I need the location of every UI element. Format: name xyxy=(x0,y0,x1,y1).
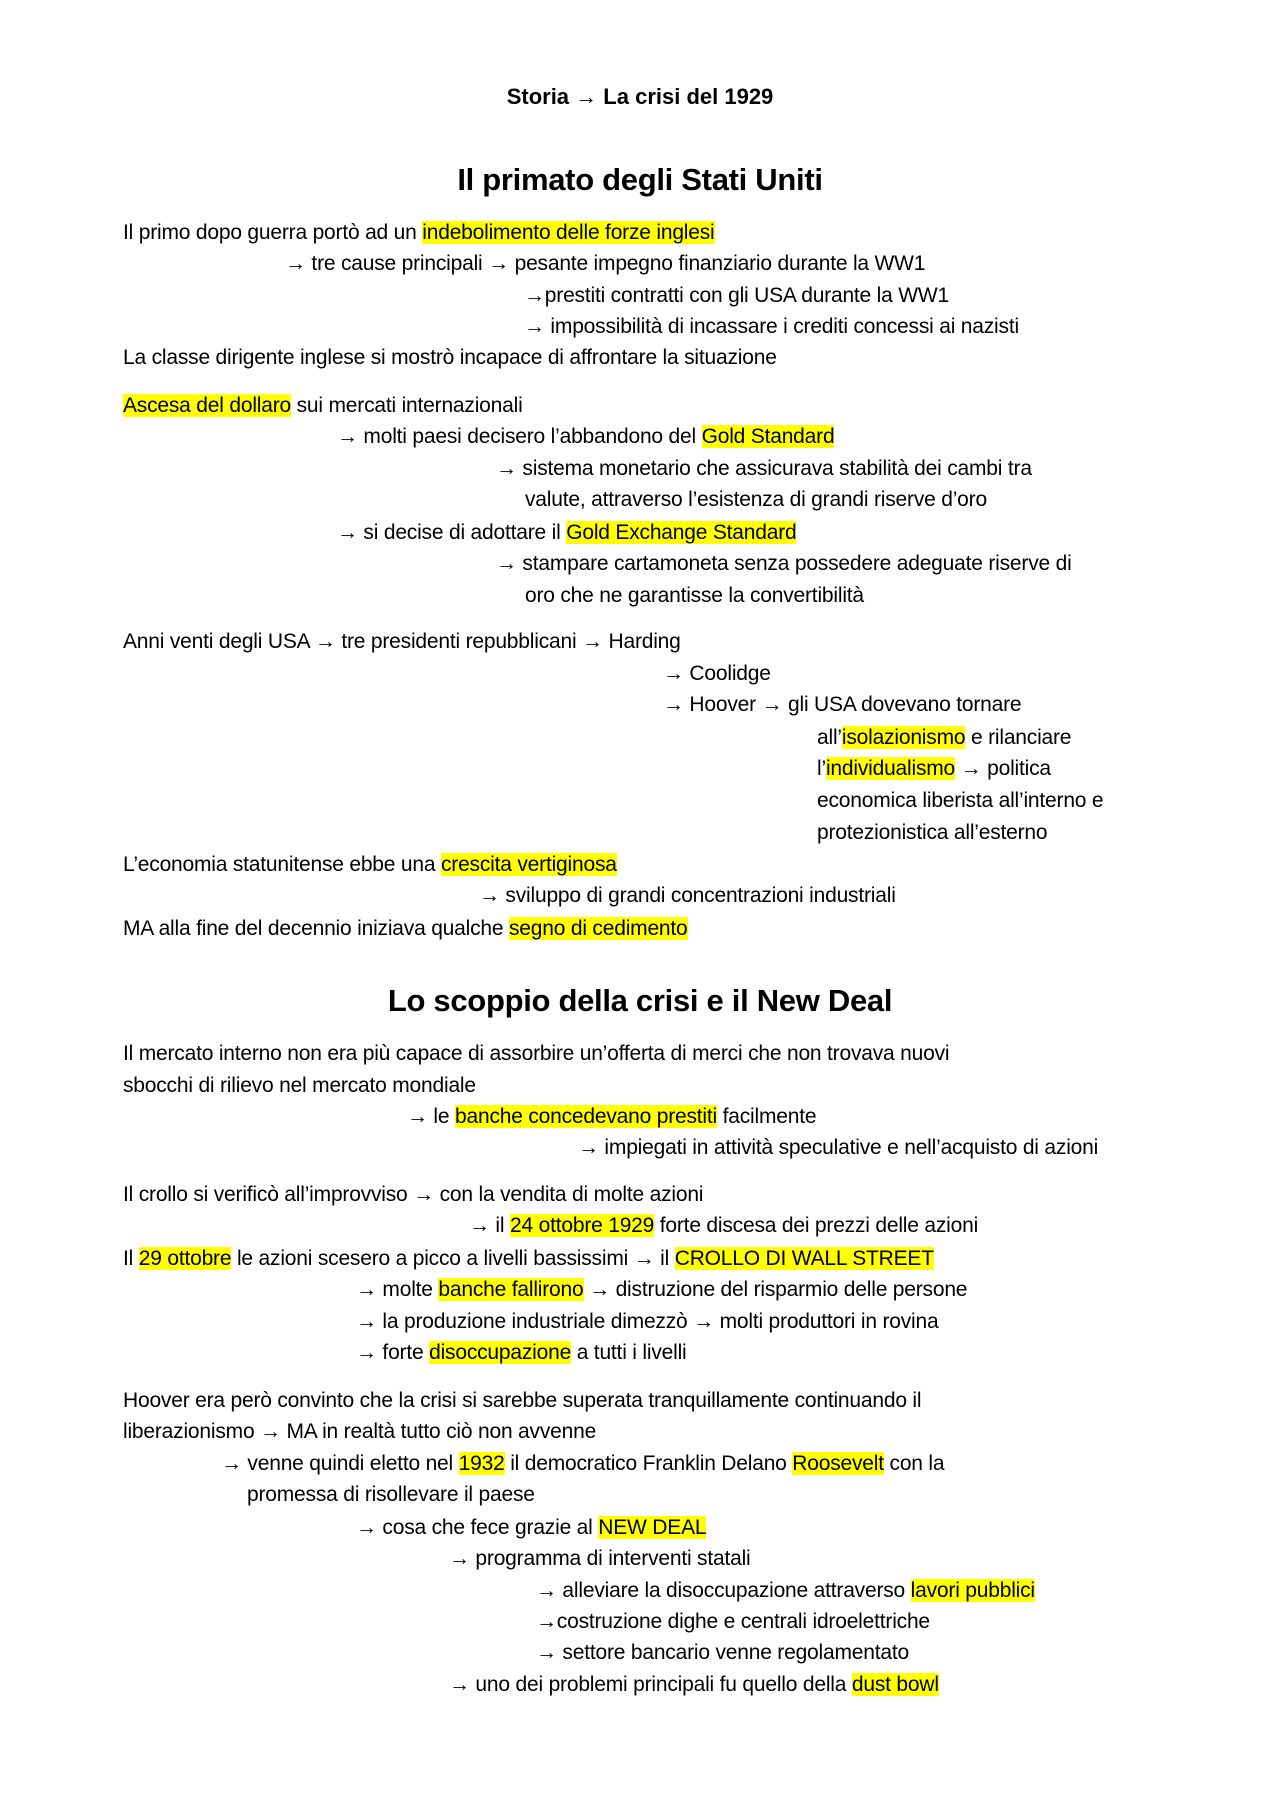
text-line: →prestiti contratti con gli USA durante la WW1 xyxy=(524,284,949,307)
text-line: protezionistica all’esterno xyxy=(817,821,1048,844)
text-line: → le banche concedevano prestiti facilmente xyxy=(407,1105,817,1128)
text-line: → impiegati in attività speculative e nell’acquisto di azioni xyxy=(578,1136,1099,1159)
text-line: → impossibilità di incassare i crediti concessi ai nazisti xyxy=(524,315,1019,338)
highlight: Gold Exchange Standard xyxy=(566,521,797,544)
text-line: L’economia statunitense ebbe una crescita vertiginosa xyxy=(123,853,617,876)
text-line: oro che ne garantisse la convertibilità xyxy=(525,584,864,607)
text-line: → venne quindi eletto nel 1932 il democratico Franklin Delano Roosevelt con la xyxy=(221,1452,945,1475)
highlight: banche fallirono xyxy=(438,1278,584,1301)
text-line: → il 24 ottobre 1929 forte discesa dei prezzi delle azioni xyxy=(469,1214,979,1237)
highlight: Ascesa del dollaro xyxy=(123,394,291,417)
highlight: dust bowl xyxy=(851,1673,939,1696)
text-line: liberazionismo → MA in realtà tutto ciò non avvenne xyxy=(123,1420,597,1443)
text-line: → molte banche fallirono → distruzione del risparmio delle persone xyxy=(356,1278,968,1301)
text-line: Hoover era però convinto che la crisi si sarebbe superata tranquillamente continuando il xyxy=(123,1389,922,1412)
text-line: → Coolidge xyxy=(663,662,771,685)
highlight: 29 ottobre xyxy=(138,1247,232,1270)
text-line: promessa di risollevare il paese xyxy=(247,1483,535,1506)
text-line: → la produzione industriale dimezzò → molti produttori in rovina xyxy=(356,1310,939,1333)
text-line: Il 29 ottobre le azioni scesero a picco a livelli bassissimi → il CROLLO DI WALL STREET xyxy=(123,1247,934,1270)
arrow-right-icon: → xyxy=(575,84,598,109)
subject-label: Storia xyxy=(506,84,570,109)
text-line: → sistema monetario che assicurava stabilità dei cambi tra xyxy=(496,457,1032,480)
text-line: → uno dei problemi principali fu quello della dust bowl xyxy=(449,1673,939,1696)
text-line: → sviluppo di grandi concentrazioni industriali xyxy=(479,884,896,907)
text-line: Anni venti degli USA → tre presidenti repubblicani → Harding xyxy=(123,630,681,653)
text-line: Il mercato interno non era più capace di assorbire un’offerta di merci che non trovava nuovi xyxy=(123,1042,950,1065)
text-line: all’isolazionismo e rilanciare xyxy=(817,726,1072,749)
text-line: Il crollo si verificò all’improvviso → con la vendita di molte azioni xyxy=(123,1183,704,1206)
highlight: individualismo xyxy=(825,757,956,780)
text-line: valute, attraverso l’esistenza di grandi riserve d’oro xyxy=(525,488,987,511)
text-line: → alleviare la disoccupazione attraverso lavori pubblici xyxy=(536,1579,1035,1602)
highlight: 24 ottobre 1929 xyxy=(510,1214,655,1237)
section-heading-primato: Il primato degli Stati Uniti xyxy=(457,162,823,197)
text-line: →costruzione dighe e centrali idroelettriche xyxy=(536,1610,930,1633)
highlight: Roosevelt xyxy=(792,1452,884,1475)
highlight: Gold Standard xyxy=(701,425,835,448)
highlight: NEW DEAL xyxy=(598,1516,707,1539)
text-line: Ascesa del dollaro sui mercati internazionali xyxy=(123,394,523,417)
text-line: MA alla fine del decennio iniziava qualche segno di cedimento xyxy=(123,917,688,940)
highlight: disoccupazione xyxy=(429,1341,572,1364)
highlight: crescita vertiginosa xyxy=(440,853,617,876)
document-title xyxy=(0,83,1280,111)
text-line: → molti paesi decisero l’abbandono del Gold Standard xyxy=(337,425,835,448)
highlight: banche concedevano prestiti xyxy=(455,1105,717,1128)
highlight: 1932 xyxy=(458,1452,505,1475)
text-line: sbocchi di rilievo nel mercato mondiale xyxy=(123,1074,476,1097)
highlight: segno di cedimento xyxy=(509,917,688,940)
text-line: → stampare cartamoneta senza possedere adeguate riserve di xyxy=(496,552,1072,575)
text-line: La classe dirigente inglese si mostrò incapace di affrontare la situazione xyxy=(123,346,777,369)
text-line: → forte disoccupazione a tutti i livelli xyxy=(356,1341,687,1364)
highlight: indebolimento delle forze inglesi xyxy=(422,221,715,244)
highlight: CROLLO DI WALL STREET xyxy=(674,1247,934,1270)
text-line: → cosa che fece grazie al NEW DEAL xyxy=(356,1516,707,1539)
text-line: Il primo dopo guerra portò ad un indebolimento delle forze inglesi xyxy=(123,221,715,244)
topic-label: La crisi del 1929 xyxy=(603,84,774,109)
highlight: lavori pubblici xyxy=(910,1579,1035,1602)
text-line: → si decise di adottare il Gold Exchange Standard xyxy=(337,521,797,544)
text-line: → settore bancario venne regolamentato xyxy=(536,1641,909,1664)
text-line: l’individualismo → politica xyxy=(817,757,1051,780)
text-line: → tre cause principali → pesante impegno finanziario durante la WW1 xyxy=(285,252,926,275)
section-heading-new-deal: Lo scoppio della crisi e il New Deal xyxy=(387,983,893,1018)
text-line: → Hoover → gli USA dovevano tornare xyxy=(663,693,1022,716)
highlight: isolazionismo xyxy=(841,726,966,749)
text-line: economica liberista all’interno e xyxy=(817,789,1104,812)
text-line: → programma di interventi statali xyxy=(449,1547,751,1570)
